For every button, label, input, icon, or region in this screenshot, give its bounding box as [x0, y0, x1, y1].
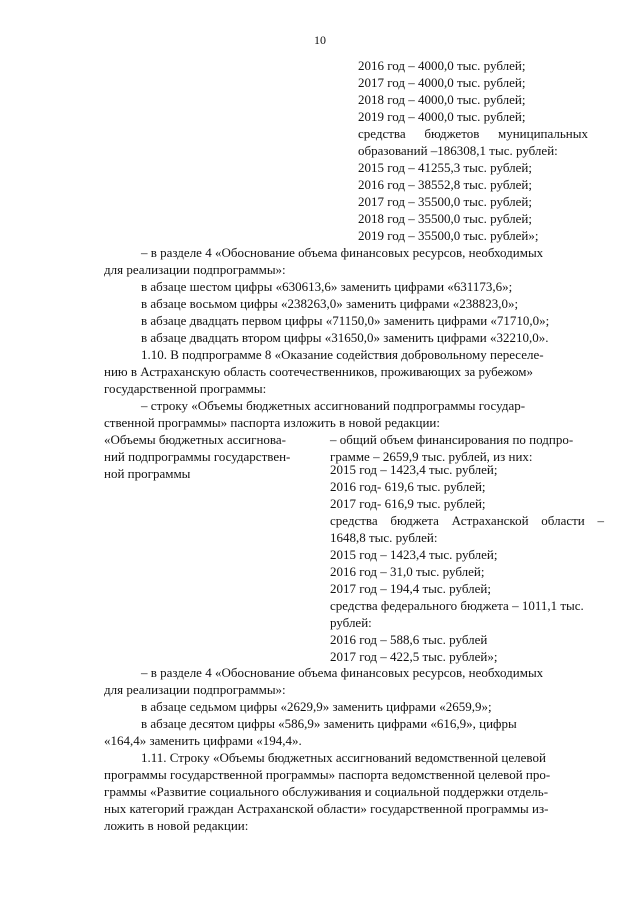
paragraph-line: в абзаце десятом цифры «586,9» заменить цифрами «616,9», цифры: [141, 716, 517, 731]
passport-label-line: «Объемы бюджетных ассигнова-: [104, 432, 286, 447]
budget-line: 2015 год – 41255,3 тыс. рублей;: [358, 160, 532, 175]
passport-value-line: 2017 год – 194,4 тыс. рублей;: [330, 581, 491, 596]
paragraph-line: 1.10. В подпрограмме 8 «Оказание содействия добровольному переселе-: [141, 347, 544, 362]
paragraph-line: в абзаце шестом цифры «630613,6» заменить цифрами «631173,6»;: [141, 279, 513, 294]
passport-value-line: грамме – 2659,9 тыс. рублей, из них:: [330, 449, 533, 464]
passport-label-line: ний подпрограммы государствен-: [104, 449, 291, 464]
passport-value-line: 2017 год- 616,9 тыс. рублей;: [330, 496, 486, 511]
paragraph-line: нию в Астраханскую область соотечественников, проживающих за рубежом»: [104, 364, 534, 379]
paragraph-line: – строку «Объемы бюджетных ассигнований подпрограммы государ-: [141, 398, 526, 413]
paragraph-line: ных категорий граждан Астраханской области» государственной программы из-: [104, 801, 549, 816]
paragraph-line: граммы «Развитие социального обслуживания и социальной поддержки отдель-: [104, 784, 549, 799]
budget-line: средства бюджетов муниципальных: [358, 126, 588, 141]
paragraph-line: 1.11. Строку «Объемы бюджетных ассигнований ведомственной целевой: [141, 750, 546, 765]
budget-line: 2016 год – 4000,0 тыс. рублей;: [358, 58, 526, 73]
paragraph-line: программы государственной программы» паспорта ведомственной целевой про-: [104, 767, 551, 782]
passport-value-line: средства федерального бюджета – 1011,1 тыс.: [330, 598, 584, 613]
passport-value-line: 2017 год – 422,5 тыс. рублей»;: [330, 649, 498, 664]
budget-line: 2017 год – 35500,0 тыс. рублей;: [358, 194, 532, 209]
paragraph-line: для реализации подпрограммы»:: [104, 262, 286, 277]
passport-label-column: [104, 431, 326, 482]
passport-value-column: [330, 461, 604, 665]
paragraph-line: государственной программы:: [104, 381, 267, 396]
paragraph-line: в абзаце седьмом цифры «2629,9» заменить цифрами «2659,9»;: [141, 699, 492, 714]
paragraph-line: в абзаце восьмом цифры «238263,0» заменить цифрами «238823,0»;: [141, 296, 519, 311]
passport-value-line: 1648,8 тыс. рублей:: [330, 530, 438, 545]
paragraph-line: – в разделе 4 «Обоснование объема финансовых ресурсов, необходимых: [141, 665, 544, 680]
budget-line: 2019 год – 4000,0 тыс. рублей;: [358, 109, 526, 124]
paragraph-line: «164,4» заменить цифрами «194,4».: [104, 733, 302, 748]
paragraph-line: ственной программы» паспорта изложить в новой редакции:: [104, 415, 440, 430]
paragraph-line: в абзаце двадцать первом цифры «71150,0» заменить цифрами «71710,0»;: [141, 313, 550, 328]
passport-value-line: – общий объем финансирования по подпро-: [330, 432, 574, 447]
paragraph-line: в абзаце двадцать втором цифры «31650,0» заменить цифрами «32210,0».: [141, 330, 549, 345]
paragraph-line: ложить в новой редакции:: [104, 818, 249, 833]
budget-line: 2018 год – 35500,0 тыс. рублей;: [358, 211, 532, 226]
passport-label-line: ной программы: [104, 466, 191, 481]
budget-continuation-block: [358, 57, 588, 244]
passport-value-line: 2015 год – 1423,4 тыс. рублей;: [330, 547, 498, 562]
paragraph-line: – в разделе 4 «Обоснование объема финансовых ресурсов, необходимых: [141, 245, 544, 260]
budget-line: образований –186308,1 тыс. рублей:: [358, 143, 558, 158]
passport-value-line: 2015 год – 1423,4 тыс. рублей;: [330, 462, 498, 477]
passport-value-line: рублей:: [330, 615, 372, 630]
passport-value-line: средства бюджета Астраханской области –: [330, 513, 604, 528]
budget-line: 2018 год – 4000,0 тыс. рублей;: [358, 92, 526, 107]
budget-line: 2016 год – 38552,8 тыс. рублей;: [358, 177, 532, 192]
paragraph-line: для реализации подпрограммы»:: [104, 682, 286, 697]
page-number: 10: [314, 33, 326, 47]
passport-value-line: 2016 год – 31,0 тыс. рублей;: [330, 564, 485, 579]
budget-line: 2019 год – 35500,0 тыс. рублей»;: [358, 228, 539, 243]
passport-value-line: 2016 год- 619,6 тыс. рублей;: [330, 479, 486, 494]
budget-line: 2017 год – 4000,0 тыс. рублей;: [358, 75, 526, 90]
passport-value-line: 2016 год – 588,6 тыс. рублей: [330, 632, 488, 647]
